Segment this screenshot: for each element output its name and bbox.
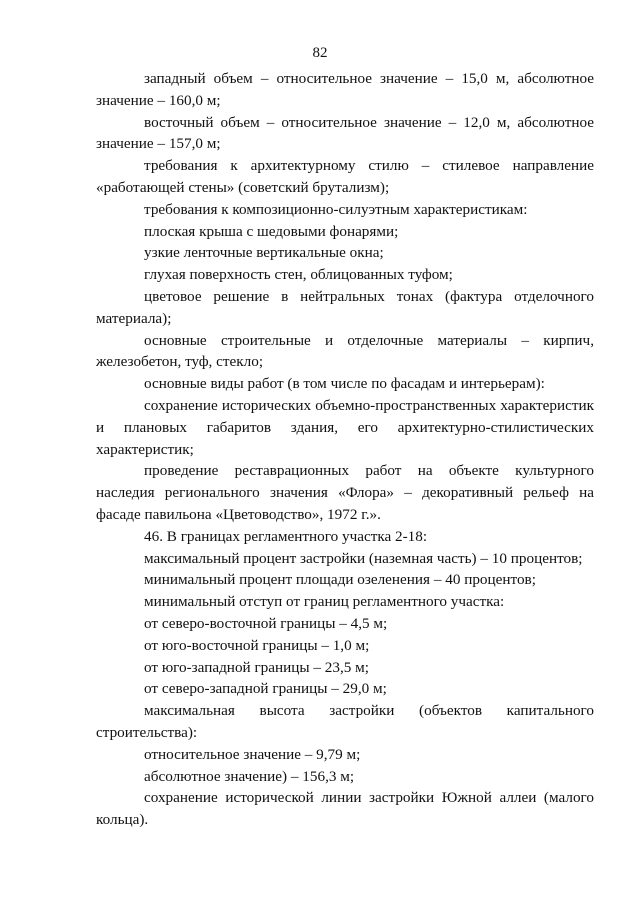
- page-number: 82: [312, 45, 328, 61]
- paragraph: цветовое решение в нейтральных тонах (фактура отделочного материала);: [96, 287, 594, 327]
- paragraph: минимальный отступ от границ регламентного участка:: [144, 593, 505, 611]
- paragraph: сохранение исторических объемно-пространственных характеристик и плановых габаритов здания, его архитектурно-стилистических характеристик;: [96, 396, 594, 458]
- paragraph: от северо-западной границы – 29,0 м;: [144, 680, 387, 698]
- paragraph: основные строительные и отделочные материалы – кирпич, железобетон, туф, стекло;: [96, 331, 594, 371]
- paragraph: узкие ленточные вертикальные окна;: [144, 244, 384, 262]
- paragraph: максимальная высота застройки (объектов капитального строительства):: [96, 702, 594, 741]
- paragraph: от юго-восточной границы – 1,0 м;: [144, 636, 370, 654]
- paragraph: абсолютное значение) – 156,3 м;: [144, 767, 355, 785]
- paragraph: требования к композиционно-силуэтным характеристикам:: [144, 200, 528, 218]
- paragraph: относительное значение – 9,79 м;: [144, 745, 361, 763]
- paragraph: восточный объем – относительное значение – 12,0 м, абсолютное значение – 157,0 м;: [96, 113, 594, 153]
- paragraph: основные виды работ (в том числе по фасадам и интерьерам):: [144, 375, 545, 393]
- section-heading: 46. В границах регламентного участка 2-18:: [144, 527, 428, 545]
- document-body: [96, 68, 594, 831]
- paragraph: сохранение исторической линии застройки Южной аллеи (малого кольца).: [96, 789, 594, 829]
- paragraph: максимальный процент застройки (наземная часть) – 10 процентов;: [144, 549, 583, 567]
- paragraph: проведение реставрационных работ на объекте культурного наследия регионального значения «Флора» – декоративный рельеф на фасаде павильона «Цветоводство», 1972 г.».: [96, 462, 594, 523]
- paragraph: глухая поверхность стен, облицованных туфом;: [144, 266, 453, 284]
- paragraph: плоская крыша с шедовыми фонарями;: [144, 222, 399, 240]
- paragraph: требования к архитектурному стилю – стилевое направление «работающей стены» (советский брутализм);: [96, 157, 594, 196]
- paragraph: западный объем – относительное значение – 15,0 м, абсолютное значение – 160,0 м;: [96, 70, 594, 109]
- paragraph: от юго-западной границы – 23,5 м;: [144, 658, 370, 676]
- paragraph: от северо-восточной границы – 4,5 м;: [144, 614, 388, 632]
- paragraph: минимальный процент площади озеленения – 40 процентов;: [144, 571, 536, 589]
